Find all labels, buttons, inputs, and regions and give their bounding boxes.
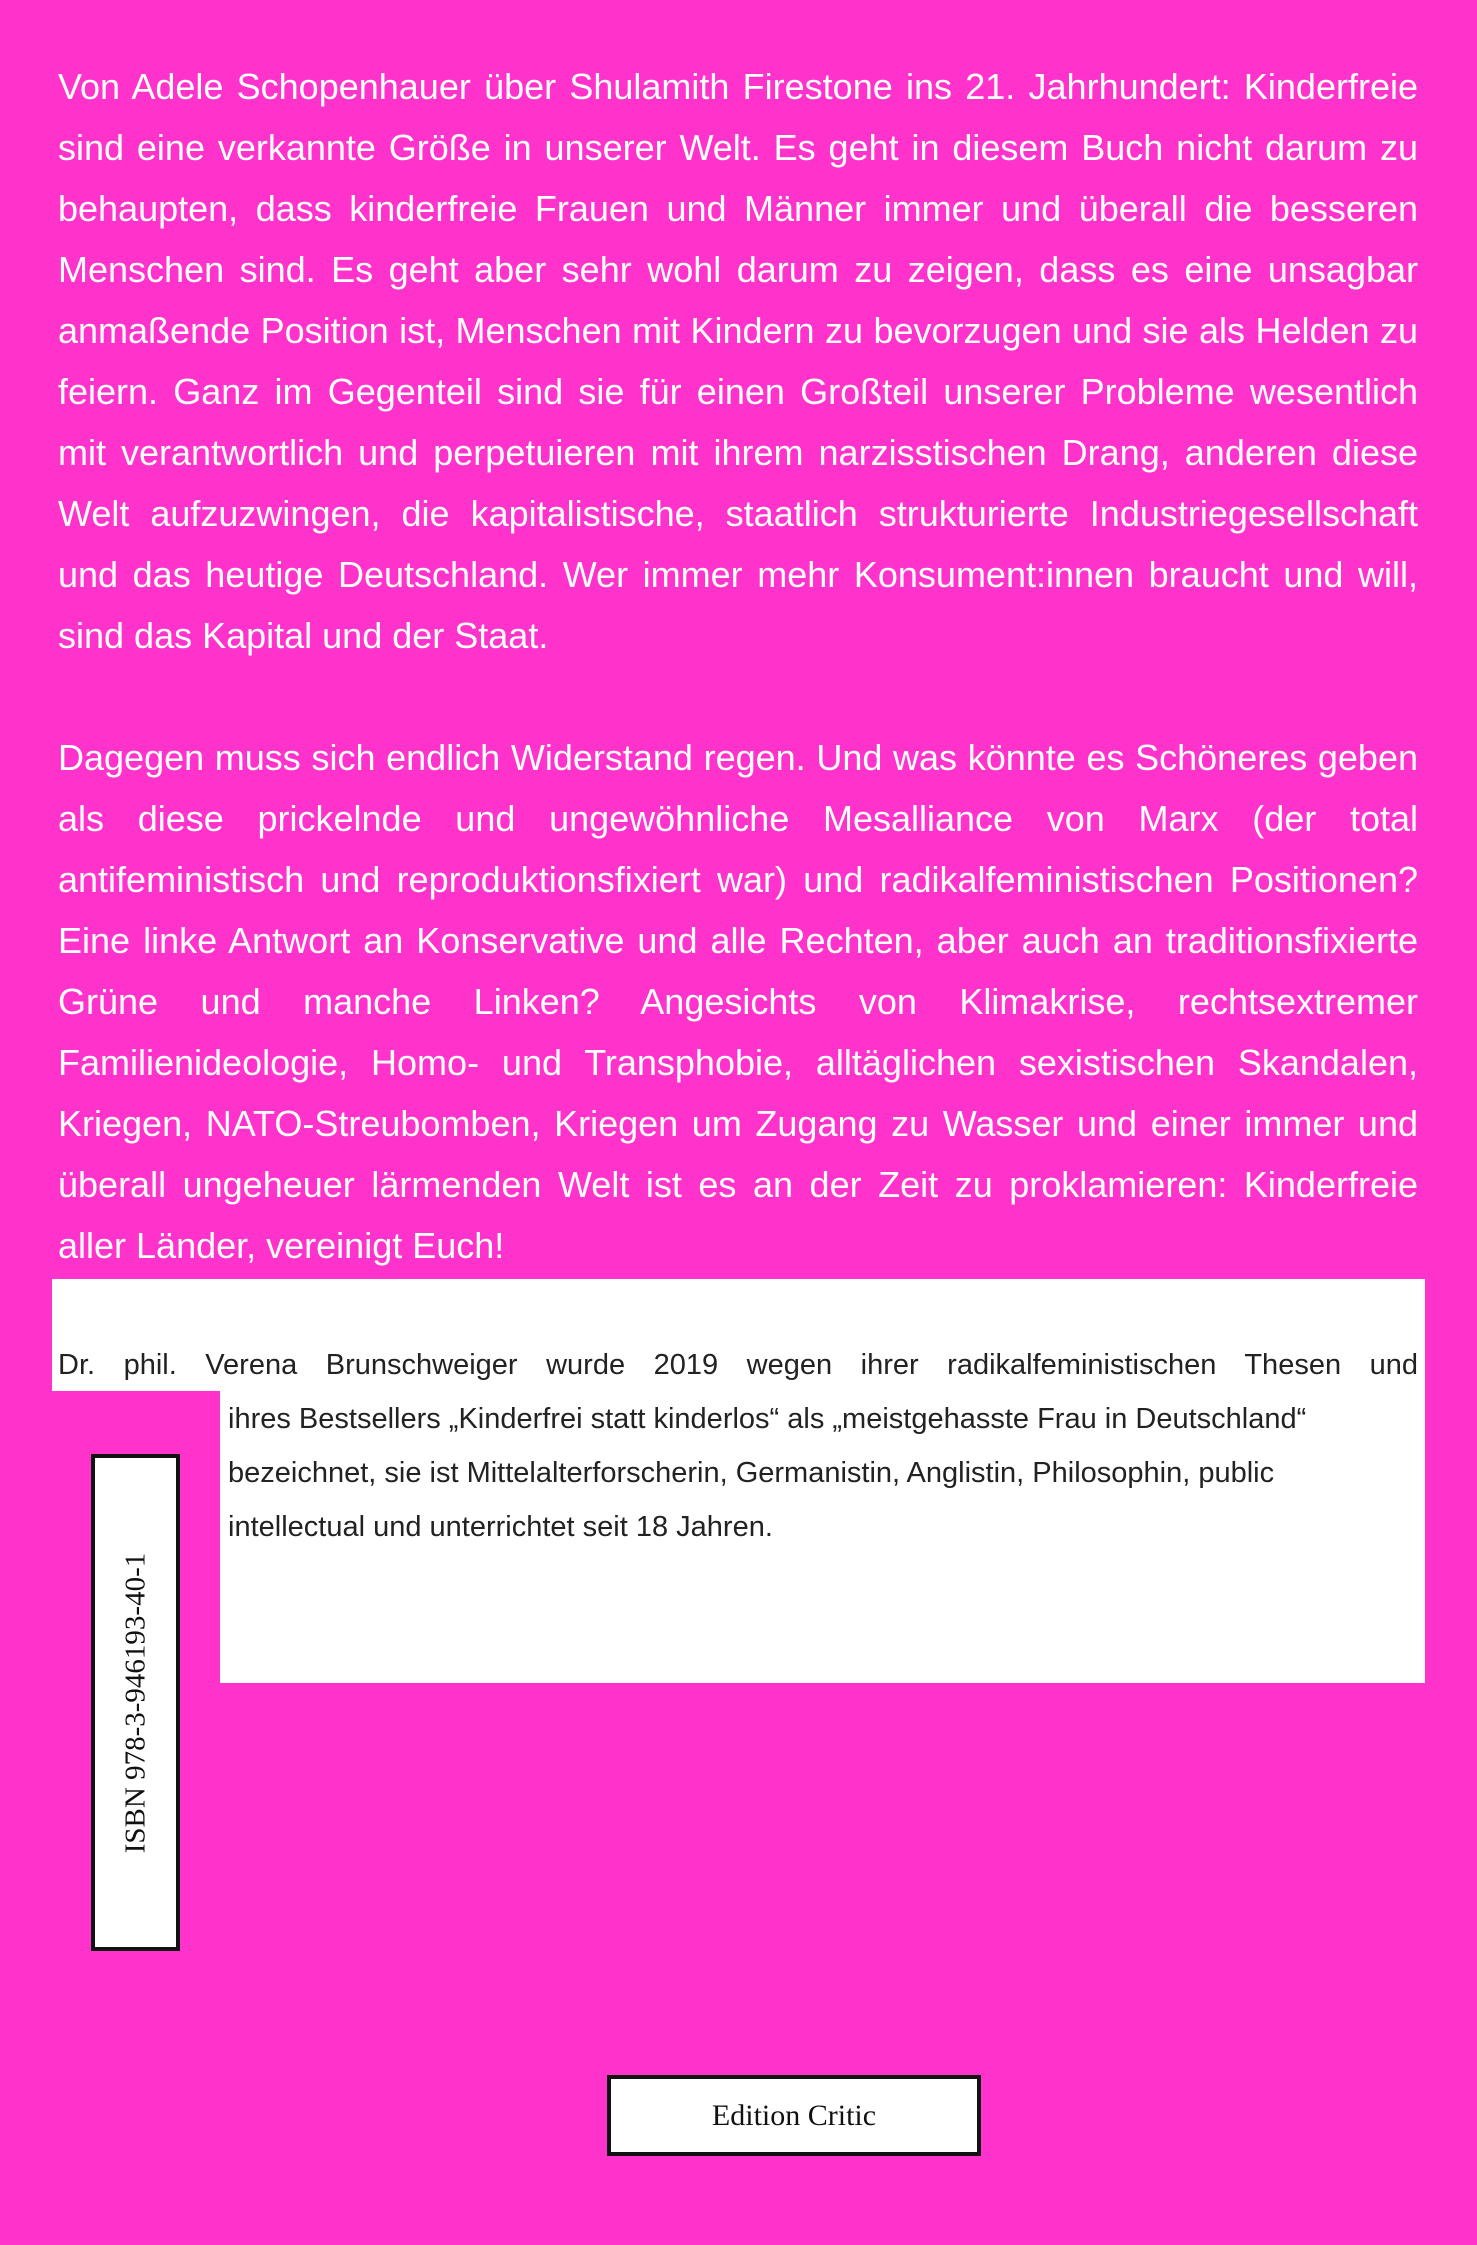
publisher-label: Edition Critic [711,2098,877,2132]
isbn-label: ISBN 978-3-946193-40-1 [119,1552,151,1853]
blurb-paragraph-1: Von Adele Schopenhauer über Shulamith Firestone ins 21. Jahrhundert: Kinderfreie sind eine verkannte Größe in unserer Welt. Es geht in diesem Buch nicht darum zu behaupten, dass kinderfreie Frauen und Männer immer und überall die besseren Menschen sind. Es geht aber sehr wohl darum zu zeigen, dass es eine unsagbar anmaßende Position ist, Menschen mit Kindern zu bevorzugen und sie als Helden zu feiern. Ganz im Gegenteil sind sie für einen Großteil unserer Probleme wesentlich mit verantwortlich und perpetuieren mit ihrem narzisstischen Drang, anderen diese Welt aufzuzwingen, die kapitalistische, staatlich strukturierte Industriegesellschaft und das heutige Deutschland. Wer immer mehr Konsument:innen braucht und will, sind das Kapital und der Staat. [58,66,1418,656]
author-bio-first-line: Dr. phil. Verena Brunschweiger wurde 2019 wegen ihrer radikalfeministischen Thesen und [58,1349,1418,1381]
blurb-paragraph-2: Dagegen muss sich endlich Widerstand regen. Und was könnte es Schöneres geben als diese prickelnde und ungewöhnliche Mesalliance von Marx (der total antifeministisch und reproduktionsfixiert war) und radikalfeministischen Positionen? Eine linke Antwort an Konservative und alle Rechten, aber auch an traditionsfixierte Grüne und manche Linken? Angesichts von Klimakrise, rechtsextremer Familienideologie, Homo- und Transphobie, alltäglichen sexistischen Skandalen, Kriegen, NATO-Streubomben, Kriegen um Zugang zu Wasser und einer immer und überall ungeheuer lärmenden Welt ist es an der Zeit zu proklamieren: Kinderfreie aller Länder, vereinigt Euch! [58,737,1418,1266]
author-bio-rest: ihres Bestsellers „Kinderfrei statt kinderlos“ als „meistgehasste Frau in Deutschland“ bezeichnet, sie ist Mittelalterforscherin, Germanistin, Anglistin, Philosophin, public intellectual und unterrichtet seit 18 Jahren. [228,1403,1307,1543]
publisher-box [607,2075,981,2156]
isbn-box [91,1454,180,1951]
author-bio [58,1338,1418,1554]
